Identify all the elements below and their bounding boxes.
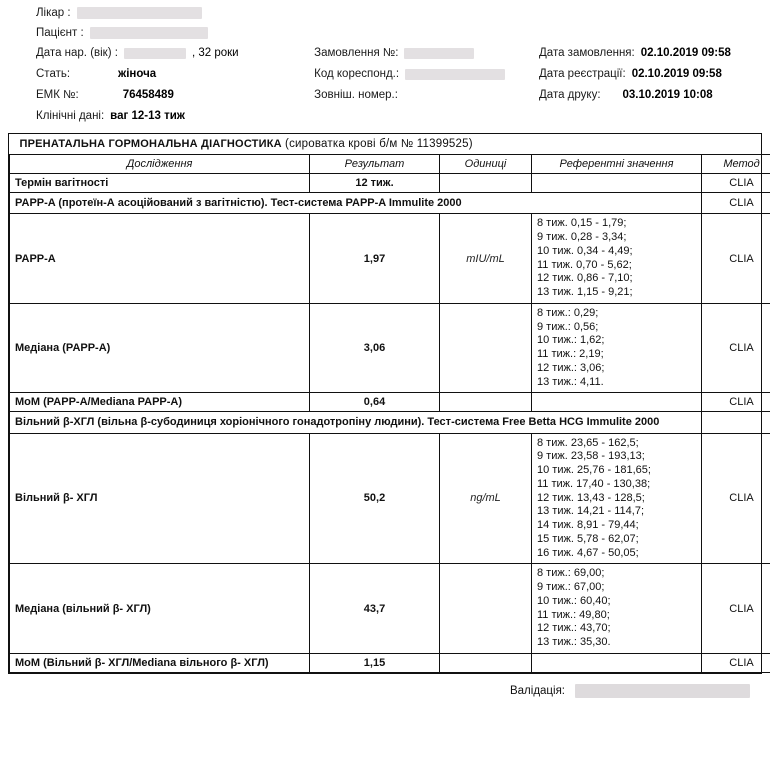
cell-method: CLIA (702, 564, 770, 654)
external-number-label: Зовніш. номер.: (314, 89, 398, 101)
report-title-row (10, 134, 770, 155)
cell-analyte-name: МоМ (PAPP-A/Mediana PAPP-A) (10, 393, 310, 412)
cell-result: 1,15 (310, 653, 440, 672)
cell-analyte-name: Вільний β- ХГЛ (10, 433, 310, 564)
corresp-row (314, 67, 539, 81)
validation-signature-redacted (575, 684, 750, 698)
order-row (314, 46, 539, 60)
emk-value: 76458489 (122, 89, 174, 101)
cell-units (440, 174, 532, 193)
order-date-value: 02.10.2019 09:58 (640, 47, 731, 59)
sex-value: жіноча (118, 68, 157, 80)
cell-units (440, 653, 532, 672)
header-col-middle (314, 46, 539, 109)
sex-label: Стать: (36, 68, 71, 80)
cell-method: CLIA (702, 214, 770, 304)
cell-reference-values: 8 тиж. 23,65 - 162,5; 9 тиж. 23,58 - 193,13; 10 тиж. 25,76 - 181,65; 11 тиж. 17,40 - 130,38; 12 тиж. 13,43 - 128,5; 13 тиж. 14,21 - 114,7; 14 тиж. 8,91 - 79,44; 15 тиж. 5,78 - 62,07; 16 тиж. 4,67 - 50,05; (532, 433, 702, 564)
results-table-container (8, 133, 762, 674)
cell-units: mIU/mL (440, 214, 532, 304)
column-header-row (10, 155, 770, 174)
cell-units (440, 303, 532, 393)
table-row (10, 214, 770, 304)
patient-row (14, 26, 756, 39)
header-col-right (539, 46, 756, 109)
registration-date-value: 02.10.2019 09:58 (631, 68, 722, 80)
report-title-sub: (сироватка крові б/м № 11399525) (285, 138, 473, 150)
birthdate-row (36, 46, 314, 60)
section-title: Вільний β-ХГЛ (вільна β-субодиниця хоріонічного гонадотропіну людини). Тест-система Free Betta HCG Immulite 2000 (10, 412, 702, 433)
cell-analyte-name: PAPP-A (10, 214, 310, 304)
cell-method: CLIA (702, 303, 770, 393)
header-columns-row-1 (14, 46, 756, 109)
cell-method: CLIA (702, 653, 770, 672)
order-value-redacted (404, 48, 474, 59)
column-header-units: Одиниці (440, 155, 532, 174)
cell-method: CLIA (702, 393, 770, 412)
registration-date-label: Дата реєстрації: (539, 68, 626, 80)
birthdate-label: Дата нар. (вік) : (36, 47, 118, 59)
report-title (10, 134, 770, 155)
cell-result: 1,97 (310, 214, 440, 304)
column-header-name: Дослідження (10, 155, 310, 174)
column-header-ref: Референтні значення (532, 155, 702, 174)
cell-units (440, 564, 532, 654)
section-row (10, 193, 770, 214)
patient-label: Пацієнт : (36, 26, 84, 39)
sex-row (36, 67, 314, 81)
section-title: PAPP-A (протеїн-А асоційований з вагітністю). Тест-система PAPP-A Immulite 2000 (10, 193, 702, 214)
cell-method (702, 412, 770, 433)
cell-result: 12 тиж. (310, 174, 440, 193)
results-table (9, 134, 770, 673)
print-date-label: Дата друку: (539, 89, 601, 101)
header-col-left (36, 46, 314, 109)
cell-reference-values: 8 тиж. 0,15 - 1,79; 9 тиж. 0,28 - 3,34; 10 тиж. 0,34 - 4,49; 11 тиж. 0,70 - 5,62; 12 тиж. 0,86 - 7,10; 13 тиж. 1,15 - 9,21; (532, 214, 702, 304)
emk-row (36, 88, 314, 102)
print-date-value: 03.10.2019 10:08 (622, 89, 713, 101)
order-date-row (539, 46, 756, 60)
validation-footer (0, 684, 770, 698)
age-value: , 32 роки (191, 47, 239, 59)
cell-reference-values: 8 тиж.: 69,00; 9 тиж.: 67,00; 10 тиж.: 60,40; 11 тиж.: 49,80; 12 тиж.: 43,70; 13 тиж.: 35,30. (532, 564, 702, 654)
table-row (10, 653, 770, 672)
cell-units: ng/mL (440, 433, 532, 564)
doctor-row (14, 6, 756, 19)
results-table-body (10, 134, 770, 672)
cell-method: CLIA (702, 433, 770, 564)
table-row (10, 564, 770, 654)
cell-method: CLIA (702, 193, 770, 214)
cell-reference-values: 8 тиж.: 0,29; 9 тиж.: 0,56; 10 тиж.: 1,62; 11 тиж.: 2,19; 12 тиж.: 3,06; 13 тиж.: 4,11. (532, 303, 702, 393)
birthdate-value-redacted (124, 48, 186, 59)
doctor-label: Лікар : (36, 6, 71, 19)
emk-label: ЕМК №: (36, 89, 79, 101)
cell-analyte-name: Медіана (вільний β- ХГЛ) (10, 564, 310, 654)
cell-result: 0,64 (310, 393, 440, 412)
order-date-label: Дата замовлення: (539, 47, 635, 59)
clinical-data-label: Клінічні дані: (36, 110, 105, 122)
table-row (10, 393, 770, 412)
clinical-data-value: ваг 12-13 тиж (110, 110, 185, 122)
order-label: Замовлення №: (314, 47, 399, 59)
patient-value-redacted (90, 27, 208, 39)
table-row (10, 174, 770, 193)
doctor-value-redacted (77, 7, 202, 19)
cell-reference-values (532, 653, 702, 672)
external-number-row (314, 88, 539, 102)
registration-date-row (539, 67, 756, 81)
cell-result: 3,06 (310, 303, 440, 393)
report-title-main: ПРЕНАТАЛЬНА ГОРМОНАЛЬНА ДІАГНОСТИКА (19, 138, 282, 150)
patient-header (0, 0, 770, 130)
column-header-result: Результат (310, 155, 440, 174)
validation-label: Валідація: (509, 684, 565, 697)
cell-units (440, 393, 532, 412)
cell-reference-values (532, 393, 702, 412)
cell-analyte-name: Термін вагітності (10, 174, 310, 193)
cell-result: 50,2 (310, 433, 440, 564)
section-row (10, 412, 770, 433)
table-row (10, 303, 770, 393)
cell-reference-values (532, 174, 702, 193)
cell-analyte-name: МоМ (Вільний β- ХГЛ/Mediana вільного β- ХГЛ) (10, 653, 310, 672)
corresp-value-redacted (405, 69, 505, 80)
column-header-method: Метод (702, 155, 770, 174)
print-date-row (539, 88, 756, 102)
cell-method: CLIA (702, 174, 770, 193)
cell-result: 43,7 (310, 564, 440, 654)
corresp-label: Код кореспонд.: (314, 68, 400, 80)
cell-analyte-name: Медіана (PAPP-A) (10, 303, 310, 393)
clinical-data-row (14, 110, 756, 122)
table-row (10, 433, 770, 564)
